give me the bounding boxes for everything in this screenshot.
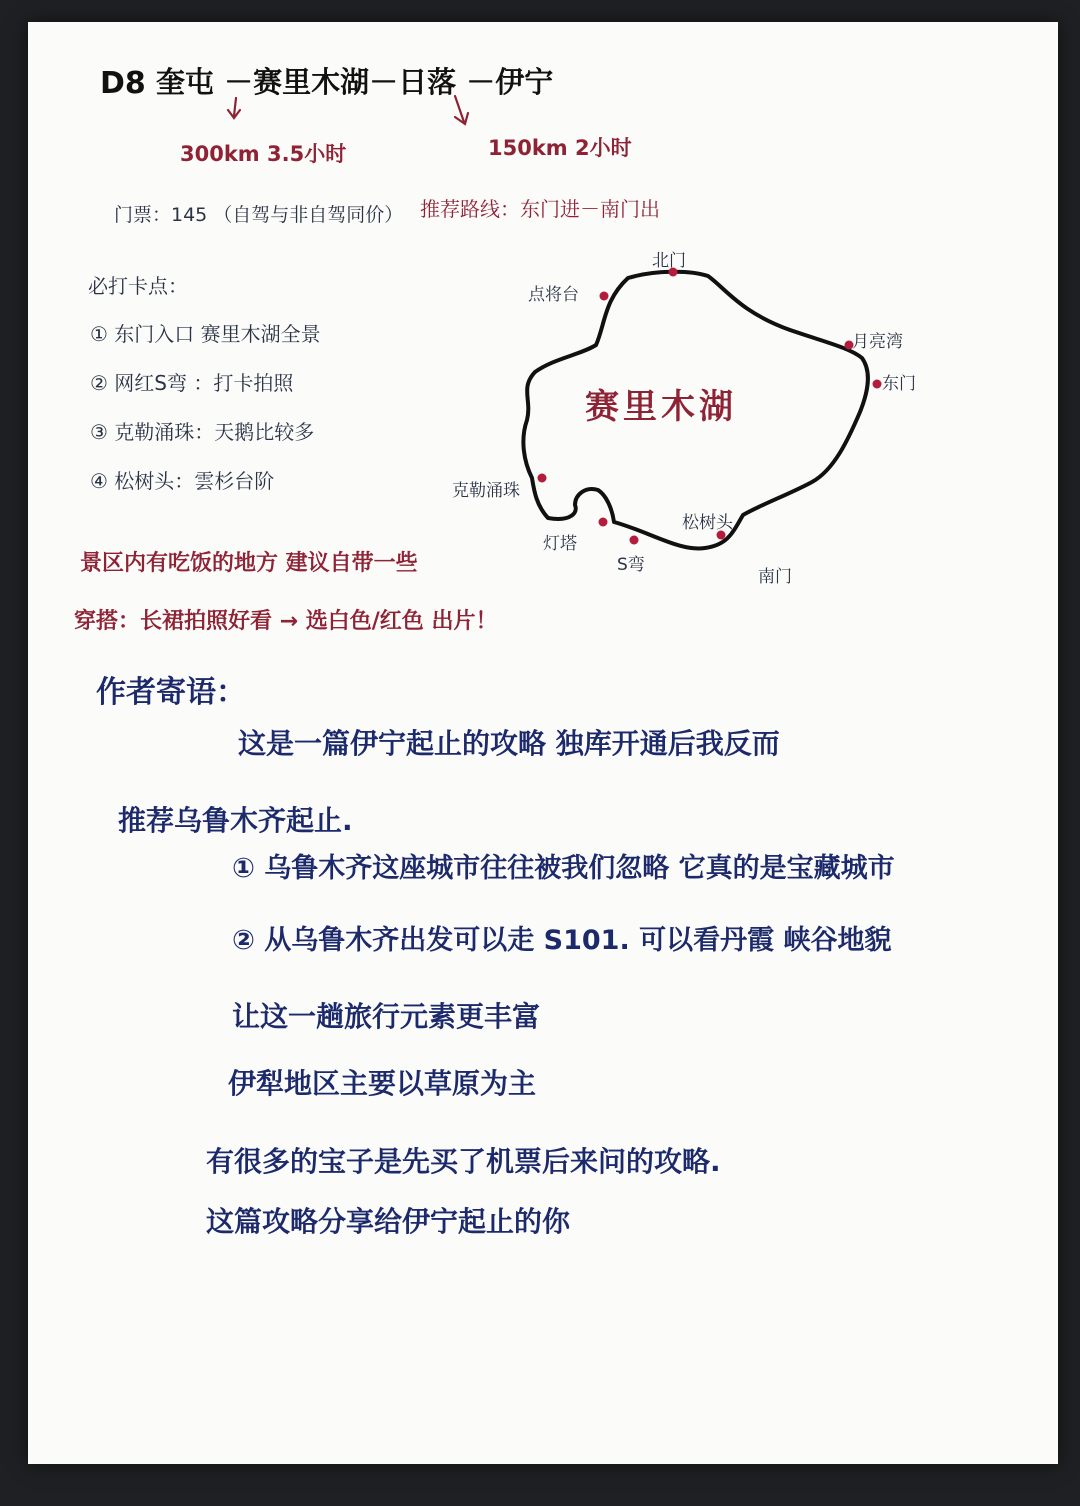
lighthouse-dot xyxy=(599,518,608,527)
author-line-7: 有很多的宝子是先买了机票后来问的攻略. xyxy=(206,1145,721,1178)
checkin-item-4: ④ 松树头：雲杉台阶 xyxy=(90,469,275,493)
author-line-8: 这篇攻略分享给伊宁起止的你 xyxy=(206,1205,571,1238)
recommended-route: 推荐路线：东门进－南门出 xyxy=(420,197,660,221)
label-south-gate: 南门 xyxy=(758,567,792,587)
leg1-distance: 300km 3.5小时 xyxy=(180,142,347,166)
east-gate-dot xyxy=(873,380,882,389)
label-kele: 克勒涌珠 xyxy=(452,481,520,501)
sbend-dot xyxy=(630,536,639,545)
day-label: D8 xyxy=(100,66,146,101)
author-line-1: 这是一篇伊宁起止的攻略 独库开通后我反而 xyxy=(238,727,780,760)
ticket-info: 门票：145 （自驾与非自驾同价） xyxy=(114,204,404,226)
author-line-3: ① 乌鲁木齐这座城市往往被我们忽略 它真的是宝藏城市 xyxy=(232,853,895,884)
leg2-distance: 150km 2小时 xyxy=(488,136,632,160)
checkin-item-2: ② 网红S弯 ：打卡拍照 xyxy=(90,371,294,395)
route-title: 奎屯 －赛里木湖－日落 －伊宁 xyxy=(156,65,554,99)
lake-name: 赛里木湖 xyxy=(585,387,737,427)
checkin-item-1: ① 东门入口 赛里木湖全景 xyxy=(90,322,321,346)
label-songshu: 松树头 xyxy=(682,513,733,533)
dianjiang-dot xyxy=(600,292,609,301)
label-north-gate: 北门 xyxy=(652,251,686,271)
author-title: 作者寄语： xyxy=(96,675,246,710)
food-note: 景区内有吃饭的地方 建议自带一些 xyxy=(80,551,418,576)
checkin-title: 必打卡点： xyxy=(88,274,188,298)
label-east-gate: 东门 xyxy=(882,374,916,394)
checkin-item-3: ③ 克勒涌珠：天鹅比较多 xyxy=(90,420,315,444)
label-dianjiang: 点将台 xyxy=(528,285,579,305)
kele-dot xyxy=(538,474,547,483)
author-line-4: ② 从乌鲁木齐出发可以走 S101. 可以看丹霞 峡谷地貌 xyxy=(232,925,892,956)
label-yueliang: 月亮湾 xyxy=(852,332,903,352)
author-line-6: 伊犁地区主要以草原为主 xyxy=(228,1067,537,1100)
author-line-2: 推荐乌鲁木齐起止. xyxy=(118,804,353,837)
label-sbend: S弯 xyxy=(617,555,645,575)
author-line-5: 让这一趟旅行元素更丰富 xyxy=(232,1000,541,1033)
outfit-note: 穿搭：长裙拍照好看 → 选白色/红色 出片！ xyxy=(74,609,498,634)
label-lighthouse: 灯塔 xyxy=(543,534,577,554)
